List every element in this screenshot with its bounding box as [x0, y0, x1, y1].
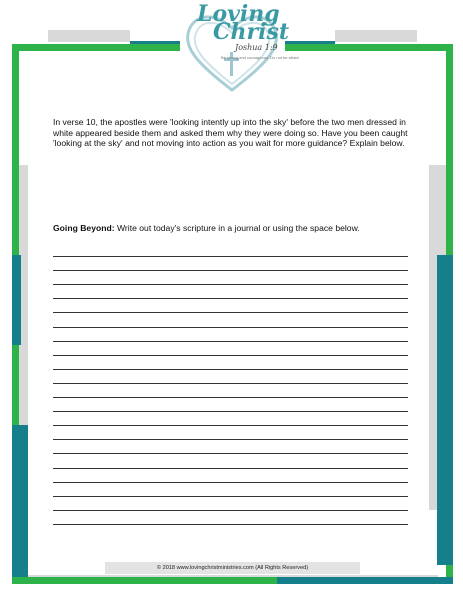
- writing-line: [53, 355, 408, 356]
- frame-gray-top-left: [48, 30, 130, 42]
- frame-teal-left-bottom: [12, 425, 28, 580]
- writing-line: [53, 397, 408, 398]
- writing-line: [53, 411, 408, 412]
- logo: [175, 0, 299, 92]
- frame-green-top-left: [12, 44, 180, 51]
- frame-green-top-right: [285, 44, 453, 51]
- writing-line: [53, 284, 408, 285]
- writing-line: [53, 383, 408, 384]
- logo-reference: Joshua 1:9: [235, 43, 278, 52]
- writing-line: [53, 468, 408, 469]
- frame-green-bottom: [12, 577, 277, 584]
- writing-line: [53, 298, 408, 299]
- writing-line: [53, 341, 408, 342]
- logo-title-line2: Christ: [213, 19, 290, 45]
- copyright-footer: © 2018 www.lovingchristministries.com (All Rights Reserved): [105, 562, 360, 574]
- going-beyond-text: Write out today's scripture in a journal or using the space below.: [114, 223, 360, 233]
- writing-line: [53, 312, 408, 313]
- writing-line: [53, 482, 408, 483]
- writing-line: [53, 496, 408, 497]
- logo-tagline: Be strong and courageous. Do not be afraid: [221, 55, 299, 60]
- frame-teal-right: [437, 255, 453, 565]
- frame-teal-left: [12, 255, 21, 345]
- going-beyond-instruction: [53, 223, 408, 234]
- writing-line: [53, 439, 408, 440]
- writing-line: [53, 453, 408, 454]
- writing-line: [53, 524, 408, 525]
- frame-teal-bottom: [277, 577, 453, 584]
- going-beyond-label: Going Beyond:: [53, 223, 115, 233]
- writing-line: [53, 510, 408, 511]
- writing-line: [53, 369, 408, 370]
- writing-line: [53, 256, 408, 257]
- frame-gray-top-right: [335, 30, 417, 42]
- writing-line: [53, 327, 408, 328]
- writing-line: [53, 425, 408, 426]
- question-prompt: In verse 10, the apostles were 'looking intently up into the sky' before the two men dressed in white appeared beside them and asked them why they were doing so. Have you been caught 'looking at the sky' and not moving into action as you wait for more guidance? Explain below.: [53, 117, 408, 148]
- writing-line: [53, 270, 408, 271]
- logo-title-line1: Loving: [197, 1, 280, 27]
